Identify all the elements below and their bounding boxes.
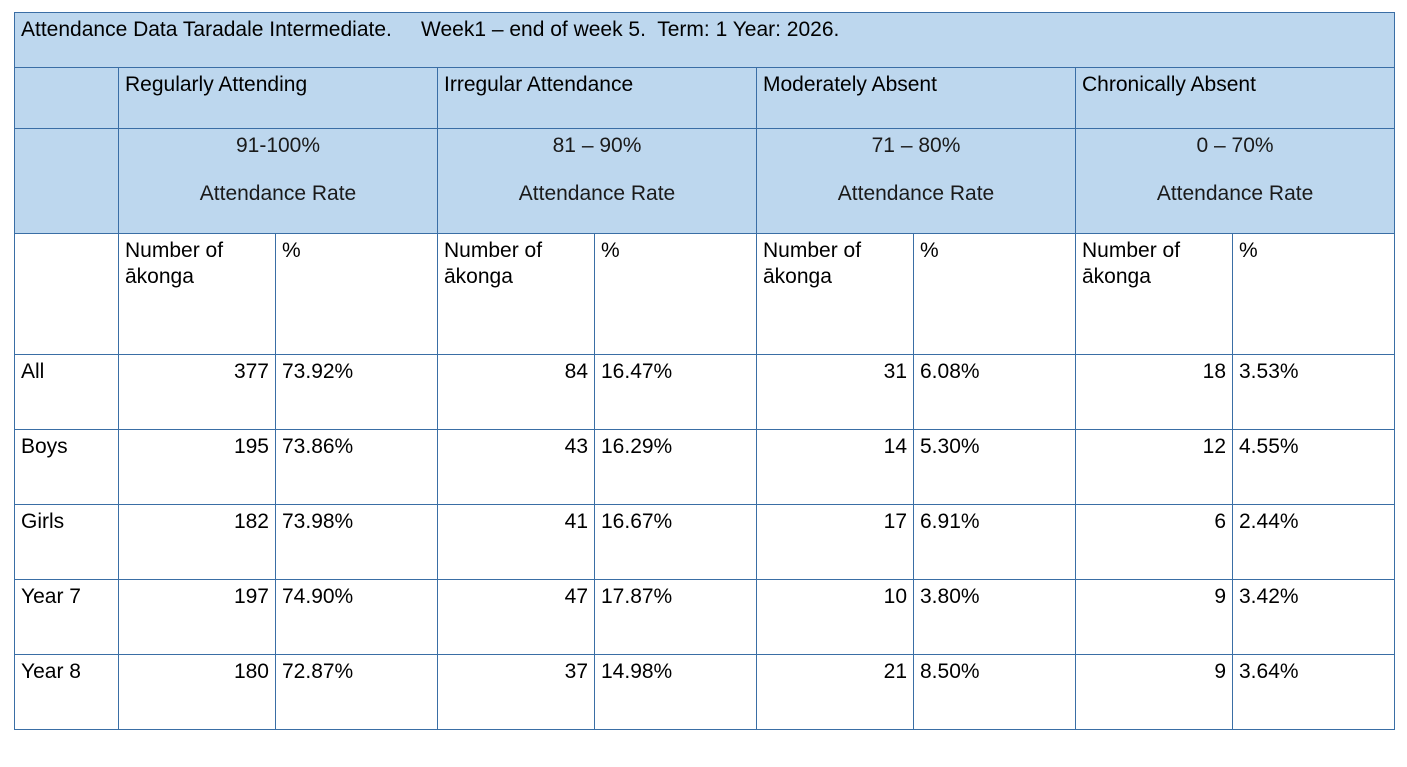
subheader-number-2 — [438, 234, 595, 355]
cell-all-moderate-percent: 6.08% — [914, 355, 1076, 430]
row-label-year-8: Year 8 — [15, 655, 119, 730]
row-label-girls: Girls — [15, 505, 119, 580]
cell-year8-regular-percent: 72.87% — [276, 655, 438, 730]
band-range-irregular-attendance — [438, 129, 757, 234]
cell-all-irregular-percent: 16.47% — [595, 355, 757, 430]
cell-year8-moderate-number: 21 — [757, 655, 914, 730]
subheader-number-line1-3: Number of — [763, 239, 862, 262]
cell-girls-chronic-percent: 2.44% — [1233, 505, 1395, 580]
document-title: Attendance Data Taradale Intermediate. Week1 – end of week 5. Term: 1 Year: 2026. — [15, 13, 1395, 68]
column-subheader-row — [15, 234, 1395, 355]
cell-boys-moderate-number: 14 — [757, 430, 914, 505]
cell-all-chronic-number: 18 — [1076, 355, 1233, 430]
band-range-value-1: 91-100% — [235, 134, 321, 157]
cell-girls-chronic-number: 6 — [1076, 505, 1233, 580]
band-range-value-4: 0 – 70% — [1196, 134, 1274, 157]
subheader-percent-2: % — [595, 234, 757, 355]
subheader-number-line2-3: ākonga — [763, 264, 832, 288]
cell-all-chronic-percent: 3.53% — [1233, 355, 1395, 430]
attendance-table — [14, 12, 1395, 730]
cell-girls-irregular-percent: 16.67% — [595, 505, 757, 580]
band-rate-label-2: Attendance Rate — [518, 181, 676, 205]
subheader-number-line1-2: Number of — [444, 239, 543, 262]
subheader-number-line2-4: ākonga — [1082, 264, 1151, 288]
band-header-moderately-absent: Moderately Absent — [757, 68, 1076, 129]
band-header-row — [15, 68, 1395, 129]
subheader-number-line1-1: Number of — [125, 239, 224, 262]
cell-year8-chronic-percent: 3.64% — [1233, 655, 1395, 730]
cell-year7-moderate-number: 10 — [757, 580, 914, 655]
cell-girls-moderate-number: 17 — [757, 505, 914, 580]
cell-year7-regular-number: 197 — [119, 580, 276, 655]
band-header-irregular-attendance: Irregular Attendance — [438, 68, 757, 129]
cell-year8-chronic-number: 9 — [1076, 655, 1233, 730]
cell-year8-irregular-percent: 14.98% — [595, 655, 757, 730]
row-label-boys: Boys — [15, 430, 119, 505]
subheader-number-line1-4: Number of — [1082, 239, 1181, 262]
cell-year7-irregular-percent: 17.87% — [595, 580, 757, 655]
subheader-percent-4: % — [1233, 234, 1395, 355]
row-label-all: All — [15, 355, 119, 430]
subheader-percent-1: % — [276, 234, 438, 355]
cell-boys-chronic-percent: 4.55% — [1233, 430, 1395, 505]
cell-boys-regular-percent: 73.86% — [276, 430, 438, 505]
cell-girls-regular-number: 182 — [119, 505, 276, 580]
cell-boys-moderate-percent: 5.30% — [914, 430, 1076, 505]
subheader-percent-3: % — [914, 234, 1076, 355]
cell-boys-irregular-percent: 16.29% — [595, 430, 757, 505]
band-range-row — [15, 129, 1395, 234]
cell-year8-moderate-percent: 8.50% — [914, 655, 1076, 730]
table-row — [15, 655, 1395, 730]
cell-year7-irregular-number: 47 — [438, 580, 595, 655]
band-range-moderately-absent — [757, 129, 1076, 234]
cell-year8-regular-number: 180 — [119, 655, 276, 730]
band-rate-label-1: Attendance Rate — [199, 181, 357, 205]
subheader-number-line2-1: ākonga — [125, 264, 194, 288]
subheader-number-1 — [119, 234, 276, 355]
table-row — [15, 430, 1395, 505]
cell-girls-moderate-percent: 6.91% — [914, 505, 1076, 580]
cell-boys-chronic-number: 12 — [1076, 430, 1233, 505]
row-label-year-7: Year 7 — [15, 580, 119, 655]
cell-year7-chronic-number: 9 — [1076, 580, 1233, 655]
cell-year7-regular-percent: 74.90% — [276, 580, 438, 655]
cell-year7-moderate-percent: 3.80% — [914, 580, 1076, 655]
table-row — [15, 505, 1395, 580]
subheader-blank-cell — [15, 234, 119, 355]
subheader-number-line2-2: ākonga — [444, 264, 513, 288]
band-range-value-2: 81 – 90% — [552, 134, 642, 157]
band-header-regularly-attending: Regularly Attending — [119, 68, 438, 129]
band-header-chronically-absent: Chronically Absent — [1076, 68, 1395, 129]
range-blank-cell — [15, 129, 119, 234]
subheader-number-3 — [757, 234, 914, 355]
title-row — [15, 13, 1395, 68]
cell-girls-irregular-number: 41 — [438, 505, 595, 580]
cell-boys-regular-number: 195 — [119, 430, 276, 505]
cell-year7-chronic-percent: 3.42% — [1233, 580, 1395, 655]
cell-all-regular-percent: 73.92% — [276, 355, 438, 430]
band-range-value-3: 71 – 80% — [871, 134, 961, 157]
corner-blank-cell — [15, 68, 119, 129]
table-row — [15, 580, 1395, 655]
band-range-regularly-attending — [119, 129, 438, 234]
band-rate-label-4: Attendance Rate — [1156, 181, 1314, 205]
cell-girls-regular-percent: 73.98% — [276, 505, 438, 580]
cell-all-moderate-number: 31 — [757, 355, 914, 430]
band-range-chronically-absent — [1076, 129, 1395, 234]
cell-all-irregular-number: 84 — [438, 355, 595, 430]
subheader-number-4 — [1076, 234, 1233, 355]
band-rate-label-3: Attendance Rate — [837, 181, 995, 205]
cell-all-regular-number: 377 — [119, 355, 276, 430]
table-row — [15, 355, 1395, 430]
cell-boys-irregular-number: 43 — [438, 430, 595, 505]
cell-year8-irregular-number: 37 — [438, 655, 595, 730]
